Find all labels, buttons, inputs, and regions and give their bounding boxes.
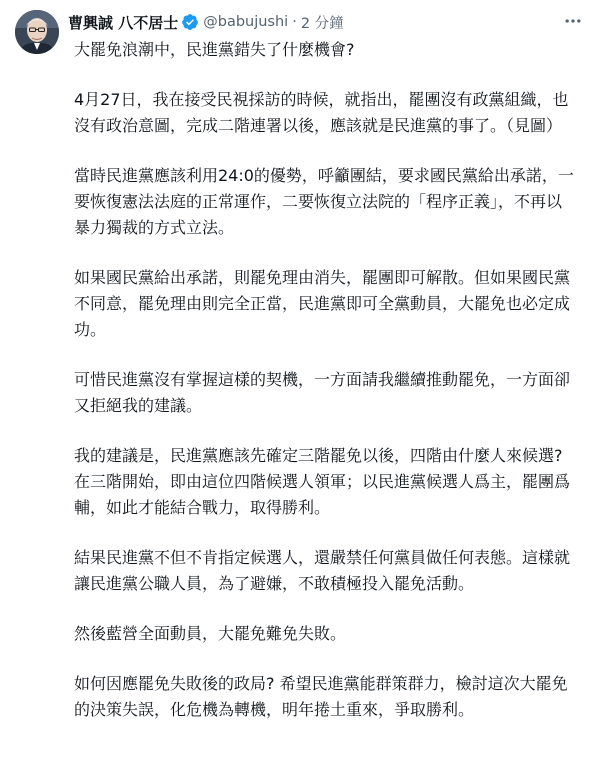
verified-badge-icon — [181, 13, 199, 31]
post-paragraph: 結果民進黨不但不肯指定候選人，還嚴禁任何黨員做任何表態。這樣就讓民進黨公職人員，為了避嫌，不敢積極投入罷免活動。 — [74, 548, 571, 593]
post-paragraph-headline: 大罷免浪潮中，民進黨錯失了什麼機會? — [74, 40, 355, 59]
post-paragraph: 當時民進黨應該利用24:0的優勢，呼籲團結，要求國民黨給出承諾，一要恢復憲法法庭的正常運作，二要恢復立法院的「程序正義」，不再以暴力獨裁的方式立法。 — [74, 166, 574, 237]
author-display-name[interactable]: 曹興誠 八不居士 — [68, 13, 179, 32]
post-paragraph: 如果國民黨給出承諾，則罷免理由消失，罷團即可解散。但如果國民黨不同意，罷免理由則完全正當，民進黨即可全黨動員，大罷免也必定成功。 — [74, 268, 571, 339]
avatar[interactable] — [15, 10, 59, 54]
post-text — [74, 37, 574, 747]
post-paragraph: 然後藍營全面動員，大罷免難免失敗。 — [74, 624, 347, 643]
separator-dot: · — [292, 14, 297, 30]
post-paragraph: 4月27日，我在接受民視採訪的時候，就指出，罷團沒有政黨組織，也沒有政治意圖，完成二階連署以後，應該就是民進黨的事了。（見圖） — [74, 90, 569, 135]
more-options-icon — [563, 11, 583, 31]
post-header — [68, 10, 580, 34]
post-paragraph: 可惜民進黨沒有掌握這樣的契機，一方面請我繼續推動罷免，一方面卻又拒絕我的建議。 — [74, 370, 571, 415]
post-timestamp[interactable]: 2 分鐘 — [300, 15, 344, 32]
avatar-portrait-icon — [15, 10, 59, 54]
author-handle[interactable]: @babujushi — [203, 14, 289, 30]
post-paragraph: 我的建議是，民進黨應該先確定三階罷免以後，四階由什麼人來候選? 在三階開始，即由這位四階候選人領軍；以民進黨候選人爲主，罷團爲輔，如此才能結合戰力，取得勝利。 — [74, 446, 571, 517]
post-paragraph: 如何因應罷免失敗後的政局? 希望民進黨能群策群力，檢討這次大罷免的決策失誤，化危機為轉機，明年捲土重來，爭取勝利。 — [74, 674, 568, 719]
more-options-button[interactable] — [560, 8, 586, 34]
